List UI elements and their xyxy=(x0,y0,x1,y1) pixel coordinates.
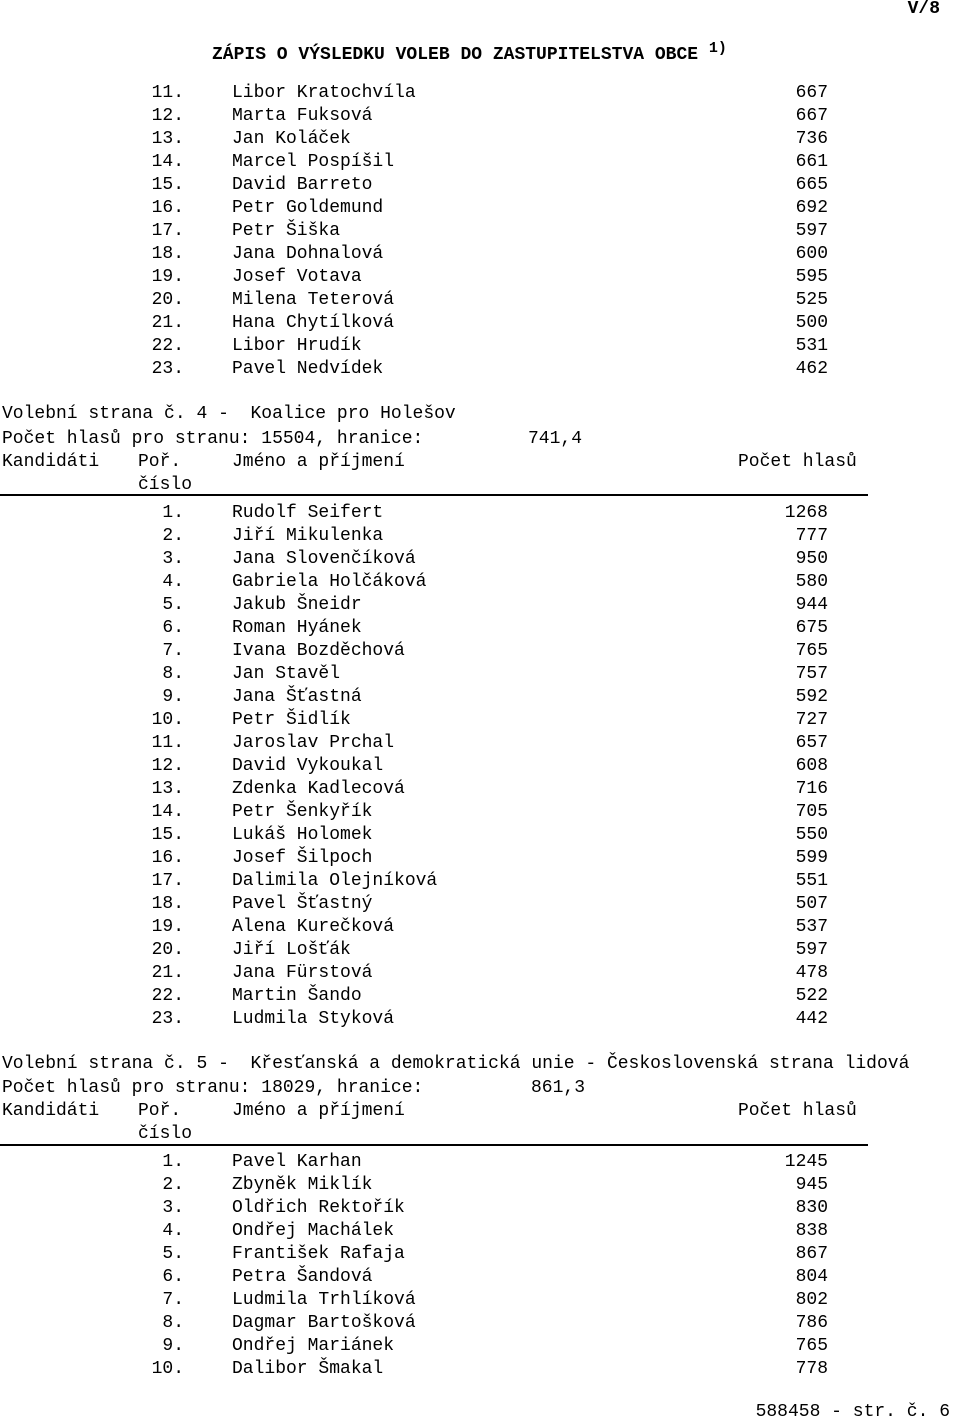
candidate-votes: 830 xyxy=(795,1198,828,1218)
party5-col-order2: číslo xyxy=(138,1124,193,1144)
party4-threshold: 741,4 xyxy=(528,429,583,449)
candidate-name: Josef Šilpoch xyxy=(232,848,373,868)
candidate-row xyxy=(0,594,960,617)
candidate-name: Libor Kratochvíla xyxy=(232,83,416,103)
candidate-row xyxy=(0,985,960,1008)
party5-total-votes: 18029, xyxy=(261,1078,327,1098)
candidate-votes: 802 xyxy=(795,1290,828,1310)
candidate-name: Ivana Bozděchová xyxy=(232,641,405,661)
candidate-name: Petr Šidlík xyxy=(232,710,351,730)
candidate-number: 21. xyxy=(151,313,184,333)
candidate-number: 5. xyxy=(162,595,184,615)
candidate-row xyxy=(0,847,960,870)
candidate-number: 4. xyxy=(162,1221,184,1241)
party4-divider xyxy=(0,494,868,496)
candidate-name: Lukáš Holomek xyxy=(232,825,373,845)
candidate-row xyxy=(0,312,960,335)
candidate-name: Jana Fürstová xyxy=(232,963,373,983)
candidate-votes: 592 xyxy=(795,687,828,707)
candidate-votes: 599 xyxy=(795,848,828,868)
candidate-name: Pavel Karhan xyxy=(232,1152,362,1172)
candidate-name: Jakub Šneidr xyxy=(232,595,362,615)
party4-name: Koalice pro Holešov xyxy=(250,404,456,424)
candidate-number: 5. xyxy=(162,1244,184,1264)
candidate-name: Dalimila Olejníková xyxy=(232,871,438,891)
candidate-votes: 537 xyxy=(795,917,828,937)
candidate-number: 17. xyxy=(151,871,184,891)
party4-col-votes: Počet hlasů xyxy=(738,452,857,472)
candidate-row xyxy=(0,1243,960,1266)
candidate-number: 17. xyxy=(151,221,184,241)
candidate-row xyxy=(0,732,960,755)
candidate-name: Ludmila Styková xyxy=(232,1009,395,1029)
party4-col-candidates: Kandidáti xyxy=(2,452,100,472)
candidate-row xyxy=(0,1174,960,1197)
candidate-number: 6. xyxy=(162,1267,184,1287)
candidate-votes: 600 xyxy=(795,244,828,264)
candidate-row xyxy=(0,870,960,893)
candidate-number: 15. xyxy=(151,175,184,195)
candidate-number: 4. xyxy=(162,572,184,592)
candidate-name: Petr Šenkyřík xyxy=(232,802,373,822)
candidate-row xyxy=(0,686,960,709)
candidate-votes: 778 xyxy=(795,1359,828,1379)
candidate-votes: 462 xyxy=(795,359,828,379)
party5-divider xyxy=(0,1144,868,1146)
candidate-name: Ondřej Machálek xyxy=(232,1221,395,1241)
candidate-row xyxy=(0,335,960,358)
candidate-row xyxy=(0,962,960,985)
candidate-row xyxy=(0,1312,960,1335)
candidate-number: 18. xyxy=(151,244,184,264)
candidate-number: 18. xyxy=(151,894,184,914)
candidate-name: Roman Hyánek xyxy=(232,618,362,638)
candidate-row xyxy=(0,1151,960,1174)
candidate-row xyxy=(0,289,960,312)
candidate-votes: 1245 xyxy=(784,1152,828,1172)
candidate-number: 22. xyxy=(151,336,184,356)
candidate-number: 3. xyxy=(162,549,184,569)
candidate-name: Martin Šando xyxy=(232,986,362,1006)
candidate-number: 10. xyxy=(151,710,184,730)
candidate-row xyxy=(0,893,960,916)
candidate-name: Libor Hrudík xyxy=(232,336,362,356)
candidate-votes: 507 xyxy=(795,894,828,914)
party5-votes-line: Počet hlasů pro stranu: 18029, hranice: xyxy=(2,1078,424,1098)
candidate-votes: 665 xyxy=(795,175,828,195)
candidate-row xyxy=(0,640,960,663)
candidate-row xyxy=(0,502,960,525)
candidate-name: Ondřej Mariánek xyxy=(232,1336,395,1356)
candidate-number: 13. xyxy=(151,779,184,799)
candidate-number: 12. xyxy=(151,106,184,126)
page-title: ZÁPIS O VÝSLEDKU VOLEB DO ZASTUPITELSTVA OBCE $^{1)}$ xyxy=(212,40,727,65)
candidate-row xyxy=(0,1197,960,1220)
candidate-name: Jaroslav Prchal xyxy=(232,733,395,753)
candidate-row xyxy=(0,174,960,197)
candidate-name: David Barreto xyxy=(232,175,373,195)
candidate-row xyxy=(0,220,960,243)
candidate-name: Ludmila Trhlíková xyxy=(232,1290,416,1310)
candidate-name: Pavel Nedvídek xyxy=(232,359,384,379)
candidate-row xyxy=(0,916,960,939)
candidate-votes: 608 xyxy=(795,756,828,776)
candidate-name: Jana Slovenčíková xyxy=(232,549,416,569)
candidate-votes: 765 xyxy=(795,1336,828,1356)
candidate-votes: 531 xyxy=(795,336,828,356)
candidate-number: 19. xyxy=(151,267,184,287)
candidate-number: 22. xyxy=(151,986,184,1006)
candidate-name: Rudolf Seifert xyxy=(232,503,384,523)
candidate-number: 19. xyxy=(151,917,184,937)
candidate-number: 15. xyxy=(151,825,184,845)
candidate-name: Jan Koláček xyxy=(232,129,351,149)
candidate-number: 2. xyxy=(162,1175,184,1195)
candidate-votes: 522 xyxy=(795,986,828,1006)
party4-col-name: Jméno a příjmení xyxy=(232,452,405,472)
candidate-number: 23. xyxy=(151,1009,184,1029)
candidate-votes: 692 xyxy=(795,198,828,218)
candidate-row xyxy=(0,1008,960,1031)
candidate-row xyxy=(0,571,960,594)
candidate-row xyxy=(0,266,960,289)
candidate-name: Zdenka Kadlecová xyxy=(232,779,405,799)
candidate-votes: 442 xyxy=(795,1009,828,1029)
candidate-votes: 551 xyxy=(795,871,828,891)
candidate-row xyxy=(0,801,960,824)
candidate-votes: 597 xyxy=(795,940,828,960)
candidate-number: 16. xyxy=(151,848,184,868)
candidate-votes: 550 xyxy=(795,825,828,845)
party4-total-votes: 15504, xyxy=(261,429,327,449)
candidate-votes: 838 xyxy=(795,1221,828,1241)
candidate-row xyxy=(0,82,960,105)
party4-number: 4 xyxy=(196,404,208,424)
candidate-row xyxy=(0,1266,960,1289)
candidate-row xyxy=(0,151,960,174)
candidate-votes: 867 xyxy=(795,1244,828,1264)
candidate-name: Alena Kurečková xyxy=(232,917,395,937)
candidate-name: Jan Stavěl xyxy=(232,664,341,684)
candidate-number: 3. xyxy=(162,1198,184,1218)
candidate-name: Josef Votava xyxy=(232,267,362,287)
candidate-row xyxy=(0,1358,960,1381)
title-footnote: 1) xyxy=(708,40,727,57)
candidate-name: Milena Teterová xyxy=(232,290,395,310)
candidate-number: 6. xyxy=(162,618,184,638)
party5-col-candidates: Kandidáti xyxy=(2,1101,100,1121)
party5-number: 5 xyxy=(196,1054,208,1074)
party5-col-votes: Počet hlasů xyxy=(738,1101,857,1121)
candidate-name: Dagmar Bartošková xyxy=(232,1313,416,1333)
candidate-row xyxy=(0,525,960,548)
candidate-number: 13. xyxy=(151,129,184,149)
candidate-votes: 804 xyxy=(795,1267,828,1287)
party5-name: Křesťanská a demokratická unie - Československá strana lidová xyxy=(250,1054,910,1074)
candidate-number: 11. xyxy=(151,733,184,753)
candidate-number: 12. xyxy=(151,756,184,776)
candidate-votes: 716 xyxy=(795,779,828,799)
candidate-votes: 525 xyxy=(795,290,828,310)
candidate-votes: 705 xyxy=(795,802,828,822)
candidate-number: 11. xyxy=(151,83,184,103)
candidate-votes: 944 xyxy=(795,595,828,615)
candidate-number: 20. xyxy=(151,940,184,960)
candidate-votes: 595 xyxy=(795,267,828,287)
candidate-name: Zbyněk Miklík xyxy=(232,1175,373,1195)
candidate-votes: 727 xyxy=(795,710,828,730)
candidate-number: 20. xyxy=(151,290,184,310)
candidate-name: Petr Goldemund xyxy=(232,198,384,218)
candidate-votes: 478 xyxy=(795,963,828,983)
candidate-name: Gabriela Holčáková xyxy=(232,572,427,592)
candidate-row xyxy=(0,243,960,266)
party5-col-name: Jméno a příjmení xyxy=(232,1101,405,1121)
candidate-row xyxy=(0,617,960,640)
candidate-votes: 661 xyxy=(795,152,828,172)
candidate-votes: 580 xyxy=(795,572,828,592)
candidate-row xyxy=(0,358,960,381)
candidate-number: 1. xyxy=(162,1152,184,1172)
candidate-name: Jana Dohnalová xyxy=(232,244,384,264)
candidate-votes: 765 xyxy=(795,641,828,661)
candidate-name: Jiří Mikulenka xyxy=(232,526,384,546)
candidate-row xyxy=(0,709,960,732)
candidate-votes: 657 xyxy=(795,733,828,753)
page-footer: 588458 - str. č. 6 xyxy=(755,1402,950,1422)
candidate-number: 7. xyxy=(162,1290,184,1310)
party4-votes-line: Počet hlasů pro stranu: 15504, hranice: xyxy=(2,429,424,449)
candidate-row xyxy=(0,755,960,778)
candidate-number: 14. xyxy=(151,152,184,172)
candidate-row xyxy=(0,1289,960,1312)
party5-threshold: 861,3 xyxy=(531,1078,586,1098)
candidate-number: 10. xyxy=(151,1359,184,1379)
party5-header: Volební strana č. 5 - Křesťanská a demokratická unie - Československá strana lidová xyxy=(2,1054,910,1074)
candidate-name: Jiří Lošťák xyxy=(232,940,351,960)
candidate-votes: 786 xyxy=(795,1313,828,1333)
candidate-number: 8. xyxy=(162,1313,184,1333)
candidate-name: Hana Chytílková xyxy=(232,313,395,333)
candidate-name: Pavel Šťastný xyxy=(232,894,373,914)
candidate-row xyxy=(0,824,960,847)
candidate-name: Petr Šiška xyxy=(232,221,341,241)
candidate-number: 23. xyxy=(151,359,184,379)
candidate-votes: 667 xyxy=(795,106,828,126)
candidate-votes: 1268 xyxy=(784,503,828,523)
candidate-votes: 757 xyxy=(795,664,828,684)
candidate-votes: 675 xyxy=(795,618,828,638)
party5-col-order: Poř. xyxy=(138,1101,182,1121)
candidate-number: 7. xyxy=(162,641,184,661)
candidate-name: Marta Fuksová xyxy=(232,106,373,126)
candidate-number: 9. xyxy=(162,1336,184,1356)
candidate-row xyxy=(0,1335,960,1358)
candidate-name: David Vykoukal xyxy=(232,756,384,776)
candidate-votes: 667 xyxy=(795,83,828,103)
candidate-row xyxy=(0,1220,960,1243)
candidate-name: Oldřich Rektořík xyxy=(232,1198,405,1218)
candidate-votes: 945 xyxy=(795,1175,828,1195)
candidate-votes: 736 xyxy=(795,129,828,149)
candidate-votes: 777 xyxy=(795,526,828,546)
candidate-name: Marcel Pospíšil xyxy=(232,152,395,172)
party4-col-order2: číslo xyxy=(138,475,193,495)
party4-col-order: Poř. xyxy=(138,452,182,472)
candidate-votes: 500 xyxy=(795,313,828,333)
candidate-number: 2. xyxy=(162,526,184,546)
candidate-number: 16. xyxy=(151,198,184,218)
candidate-votes: 597 xyxy=(795,221,828,241)
candidate-name: František Rafaja xyxy=(232,1244,405,1264)
candidate-row xyxy=(0,197,960,220)
candidate-number: 14. xyxy=(151,802,184,822)
candidate-row xyxy=(0,663,960,686)
candidate-name: Jana Šťastná xyxy=(232,687,362,707)
candidate-name: Dalibor Šmakal xyxy=(232,1359,384,1379)
candidate-number: 9. xyxy=(162,687,184,707)
candidate-number: 21. xyxy=(151,963,184,983)
candidate-row xyxy=(0,939,960,962)
candidate-name: Petra Šandová xyxy=(232,1267,373,1287)
candidate-row xyxy=(0,548,960,571)
candidate-votes: 950 xyxy=(795,549,828,569)
candidate-row xyxy=(0,105,960,128)
page-code: V/8 xyxy=(907,0,940,19)
candidate-row xyxy=(0,778,960,801)
candidate-number: 1. xyxy=(162,503,184,523)
candidate-number: 8. xyxy=(162,664,184,684)
party4-header: Volební strana č. 4 - Koalice pro Holešov xyxy=(2,404,456,424)
candidate-row xyxy=(0,128,960,151)
